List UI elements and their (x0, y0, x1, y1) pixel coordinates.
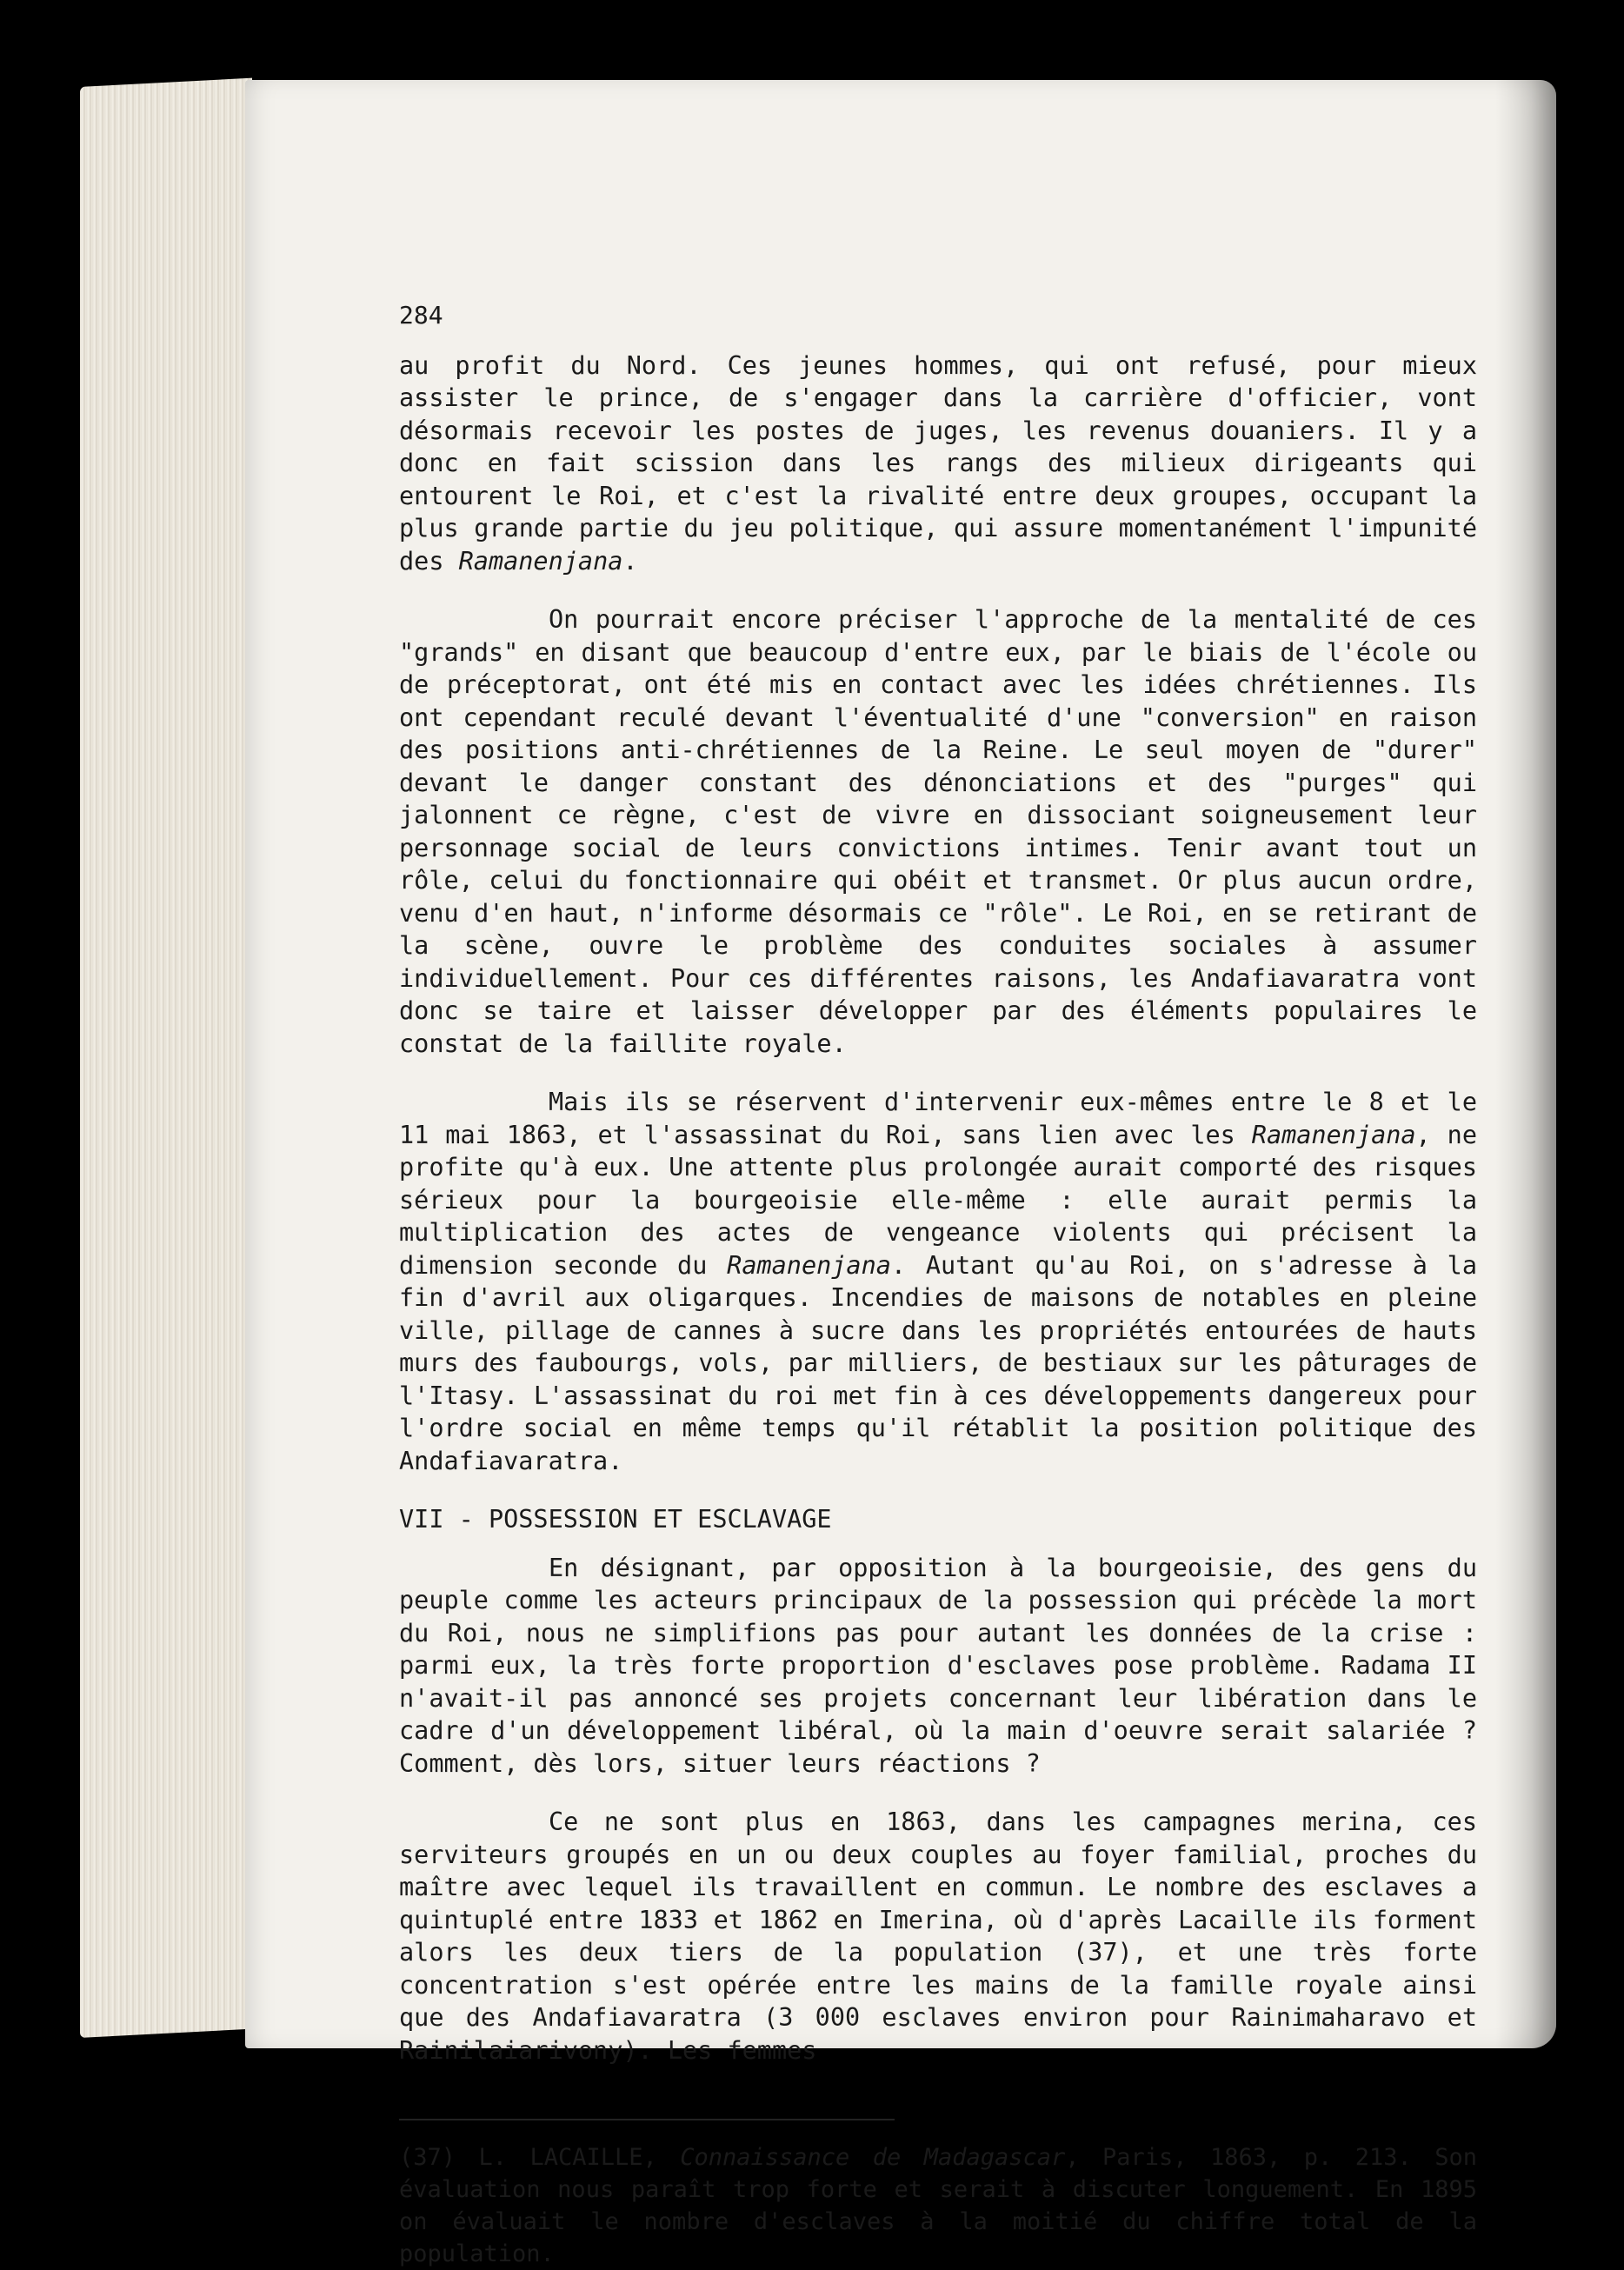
footnote-text-b: , Paris, 1863, p. 213. Son évaluation nous paraît trop forte et serait à discuter longuement. En 1895 on évaluait le nombre d'esclaves à la moitié du chiffre total de la population. (399, 2144, 1477, 2267)
paragraph-3-italic-b: Ramanenjana (727, 1250, 891, 1280)
paragraph-3-italic-a: Ramanenjana (1251, 1120, 1416, 1149)
footnote (399, 2141, 1477, 2270)
paragraph-3 (399, 1086, 1477, 1477)
page-text (399, 299, 1477, 2270)
footnote-text-a: (37) L. LACAILLE, (399, 2144, 681, 2171)
paragraph-1-text-a: au profit du Nord. Ces jeunes hommes, qui ont refusé, pour mieux assister le prince, de s'engager dans la carrière d'officier, vont désormais recevoir les postes de juges, les revenus douaniers. Il y a donc en fait scission dans les rangs des milieux dirigeants qui entourent le Roi, et c'est la rivalité entre deux groupes, occupant la plus grande partie du jeu politique, qui assure momentanément l'impunité des (399, 350, 1477, 576)
page-number: 284 (399, 301, 443, 330)
section-title: VII - POSSESSION ET ESCLAVAGE (399, 1505, 832, 1534)
paragraph-3-text-b: , ne profite qu'à eux. Une attente plus prolongée aurait comporté des risques sérieux pour la bourgeoisie elle-même : elle aurait permis la multiplication des actes de vengeance violents qui précisent la dimension seconde du (399, 1120, 1477, 1280)
paragraph-1-text-b: . (622, 546, 638, 576)
page-edges (80, 78, 252, 2038)
page-curl-shadow (1495, 80, 1556, 2048)
paragraph-2: On pourrait encore préciser l'approche de la mentalité de ces "grands" en disant que beaucoup d'entre eux, par le biais de l'école ou de préceptorat, ont été mis en contact avec les idées chrétiennes. Ils ont cependant reculé devant l'éventualité d'une "conversion" en raison des positions anti-chrétiennes de la Reine. Le seul moyen de "durer" devant le danger constant des dénonciations et des "purges" qui jalonnent ce règne, c'est de vivre en dissociant soigneusement leur personnage social de leurs convictions intimes. Tenir avant tout un rôle, celui du fonctionnaire qui obéit et transmet. Or plus aucun ordre, venu d'en haut, n'informe désormais ce "rôle". Le Roi, en se retirant de la scène, ouvre le problème des conduites sociales à assumer individuellement. Pour ces différentes raisons, les Andafiavaratra vont donc se taire et laisser développer par des éléments populaires le constat de la faillite royale. (399, 605, 1477, 1058)
footnote-rule (399, 2119, 895, 2120)
book-page (245, 80, 1556, 2267)
paragraph-3-text-a: Mais ils se réservent d'intervenir eux-mêmes entre le 8 et le 11 mai 1863, et l'assassinat du Roi, sans lien avec les (399, 1088, 1477, 1149)
paragraph-5: Ce ne sont plus en 1863, dans les campagnes merina, ces serviteurs groupés en un ou deux couples au foyer familial, proches du maître avec lequel ils travaillent en commun. Le nombre des esclaves a quintuplé entre 1833 et 1862 en Imerina, où d'après Lacaille ils forment alors les deux tiers de la population (37), et une très forte concentration s'est opérée entre les mains de la famille royale ainsi que des Andafiavaratra (3 000 esclaves environ pour Rainimaharavo et Rainilaiarivony). Les femmes (399, 1807, 1477, 2065)
paragraph-4: En désignant, par opposition à la bourgeoisie, des gens du peuple comme les acteurs principaux de la possession qui précède la mort du Roi, nous ne simplifions pas pour autant les données de la crise : parmi eux, la très forte proportion d'esclaves pose problème. Radama II n'avait-il pas annoncé ses projets concernant leur libération dans le cadre d'un développement libéral, où la main d'oeuvre serait salariée ? Comment, dès lors, situer leurs réactions ? (399, 1553, 1477, 1778)
paragraph-1-italic-a: Ramanenjana (458, 546, 623, 576)
footnote-italic-a: Connaissance de Madagascar (680, 2144, 1066, 2171)
paragraph-3-text-c: . Autant qu'au Roi, on s'adresse à la fin d'avril aux oligarques. Incendies de maisons de notables en pleine ville, pillage de cannes à sucre dans les propriétés entourées de hauts murs des faubourgs, vols, par milliers, de bestiaux sur les pâturages de l'Itasy. L'assassinat du roi met fin à ces développements dangereux pour l'ordre social en même temps qu'il rétablit la position politique des Andafiavaratra. (399, 1250, 1478, 1475)
paragraph-1 (399, 349, 1477, 578)
